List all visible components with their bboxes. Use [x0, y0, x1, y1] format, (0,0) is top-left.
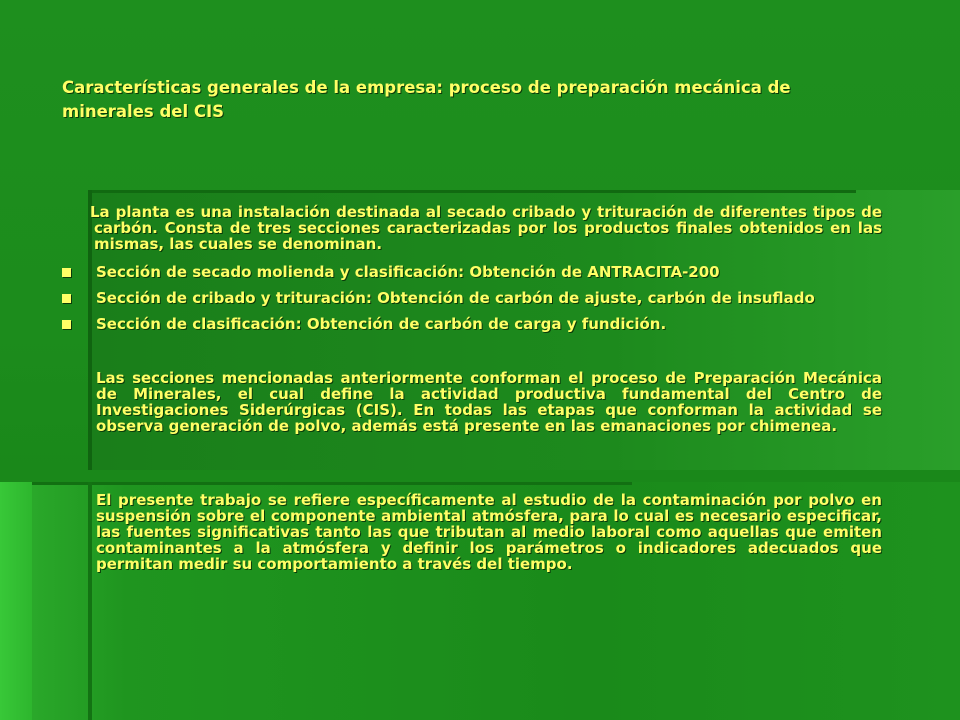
bullet-item — [62, 290, 882, 306]
bullet-text: Sección de clasificación: Obtención de carbón de carga y fundición. — [96, 315, 667, 333]
sections-bullet-list — [62, 264, 882, 342]
intro-paragraph: La planta es una instalación destinada al secado cribado y trituración de diferentes tipos de carbón. Consta de tres secciones caracterizadas por los productos finales obtenidos en las mismas, las cuales se denominan. — [90, 203, 882, 253]
decorative-panel-top-edge — [88, 190, 856, 193]
square-bullet-icon — [62, 320, 71, 329]
bullet-text: Sección de cribado y trituración: Obtención de carbón de ajuste, carbón de insuflado — [96, 289, 815, 307]
sections-paragraph: Las secciones mencionadas anteriormente conforman el proceso de Preparación Mecánica de Minerales, el cual define la actividad productiva fundamental del Centro de Investigaciones Siderúrgicas (CIS). En todas las etapas que conforman la actividad se observa generación de polvo, además está presente en las emanaciones por chimenea. — [96, 369, 882, 435]
decorative-panel-bottom-edge — [32, 482, 632, 485]
present-work-paragraph: El presente trabajo se refiere específicamente al estudio de la contaminación por polvo en suspensión sobre el componente ambiental atmósfera, para lo cual es necesario especificar, las fuentes significativas tanto las que tributan al medio laboral como aquellas que emiten contaminantes a la atmósfera y definir los parámetros o indicadores adecuados que permitan medir su comportamiento a través del tiempo. — [96, 491, 882, 573]
decorative-panel-bottom-inner-edge — [88, 482, 92, 720]
decorative-strip-left — [0, 482, 36, 720]
slide-title: Características generales de la empresa: proceso de preparación mecánica de minerales del CIS — [62, 78, 791, 121]
square-bullet-icon — [62, 268, 71, 277]
bullet-text: Sección de secado molienda y clasificación: Obtención de ANTRACITA-200 — [96, 263, 720, 281]
bullet-item — [62, 264, 882, 280]
square-bullet-icon — [62, 294, 71, 303]
bullet-item — [62, 316, 882, 332]
